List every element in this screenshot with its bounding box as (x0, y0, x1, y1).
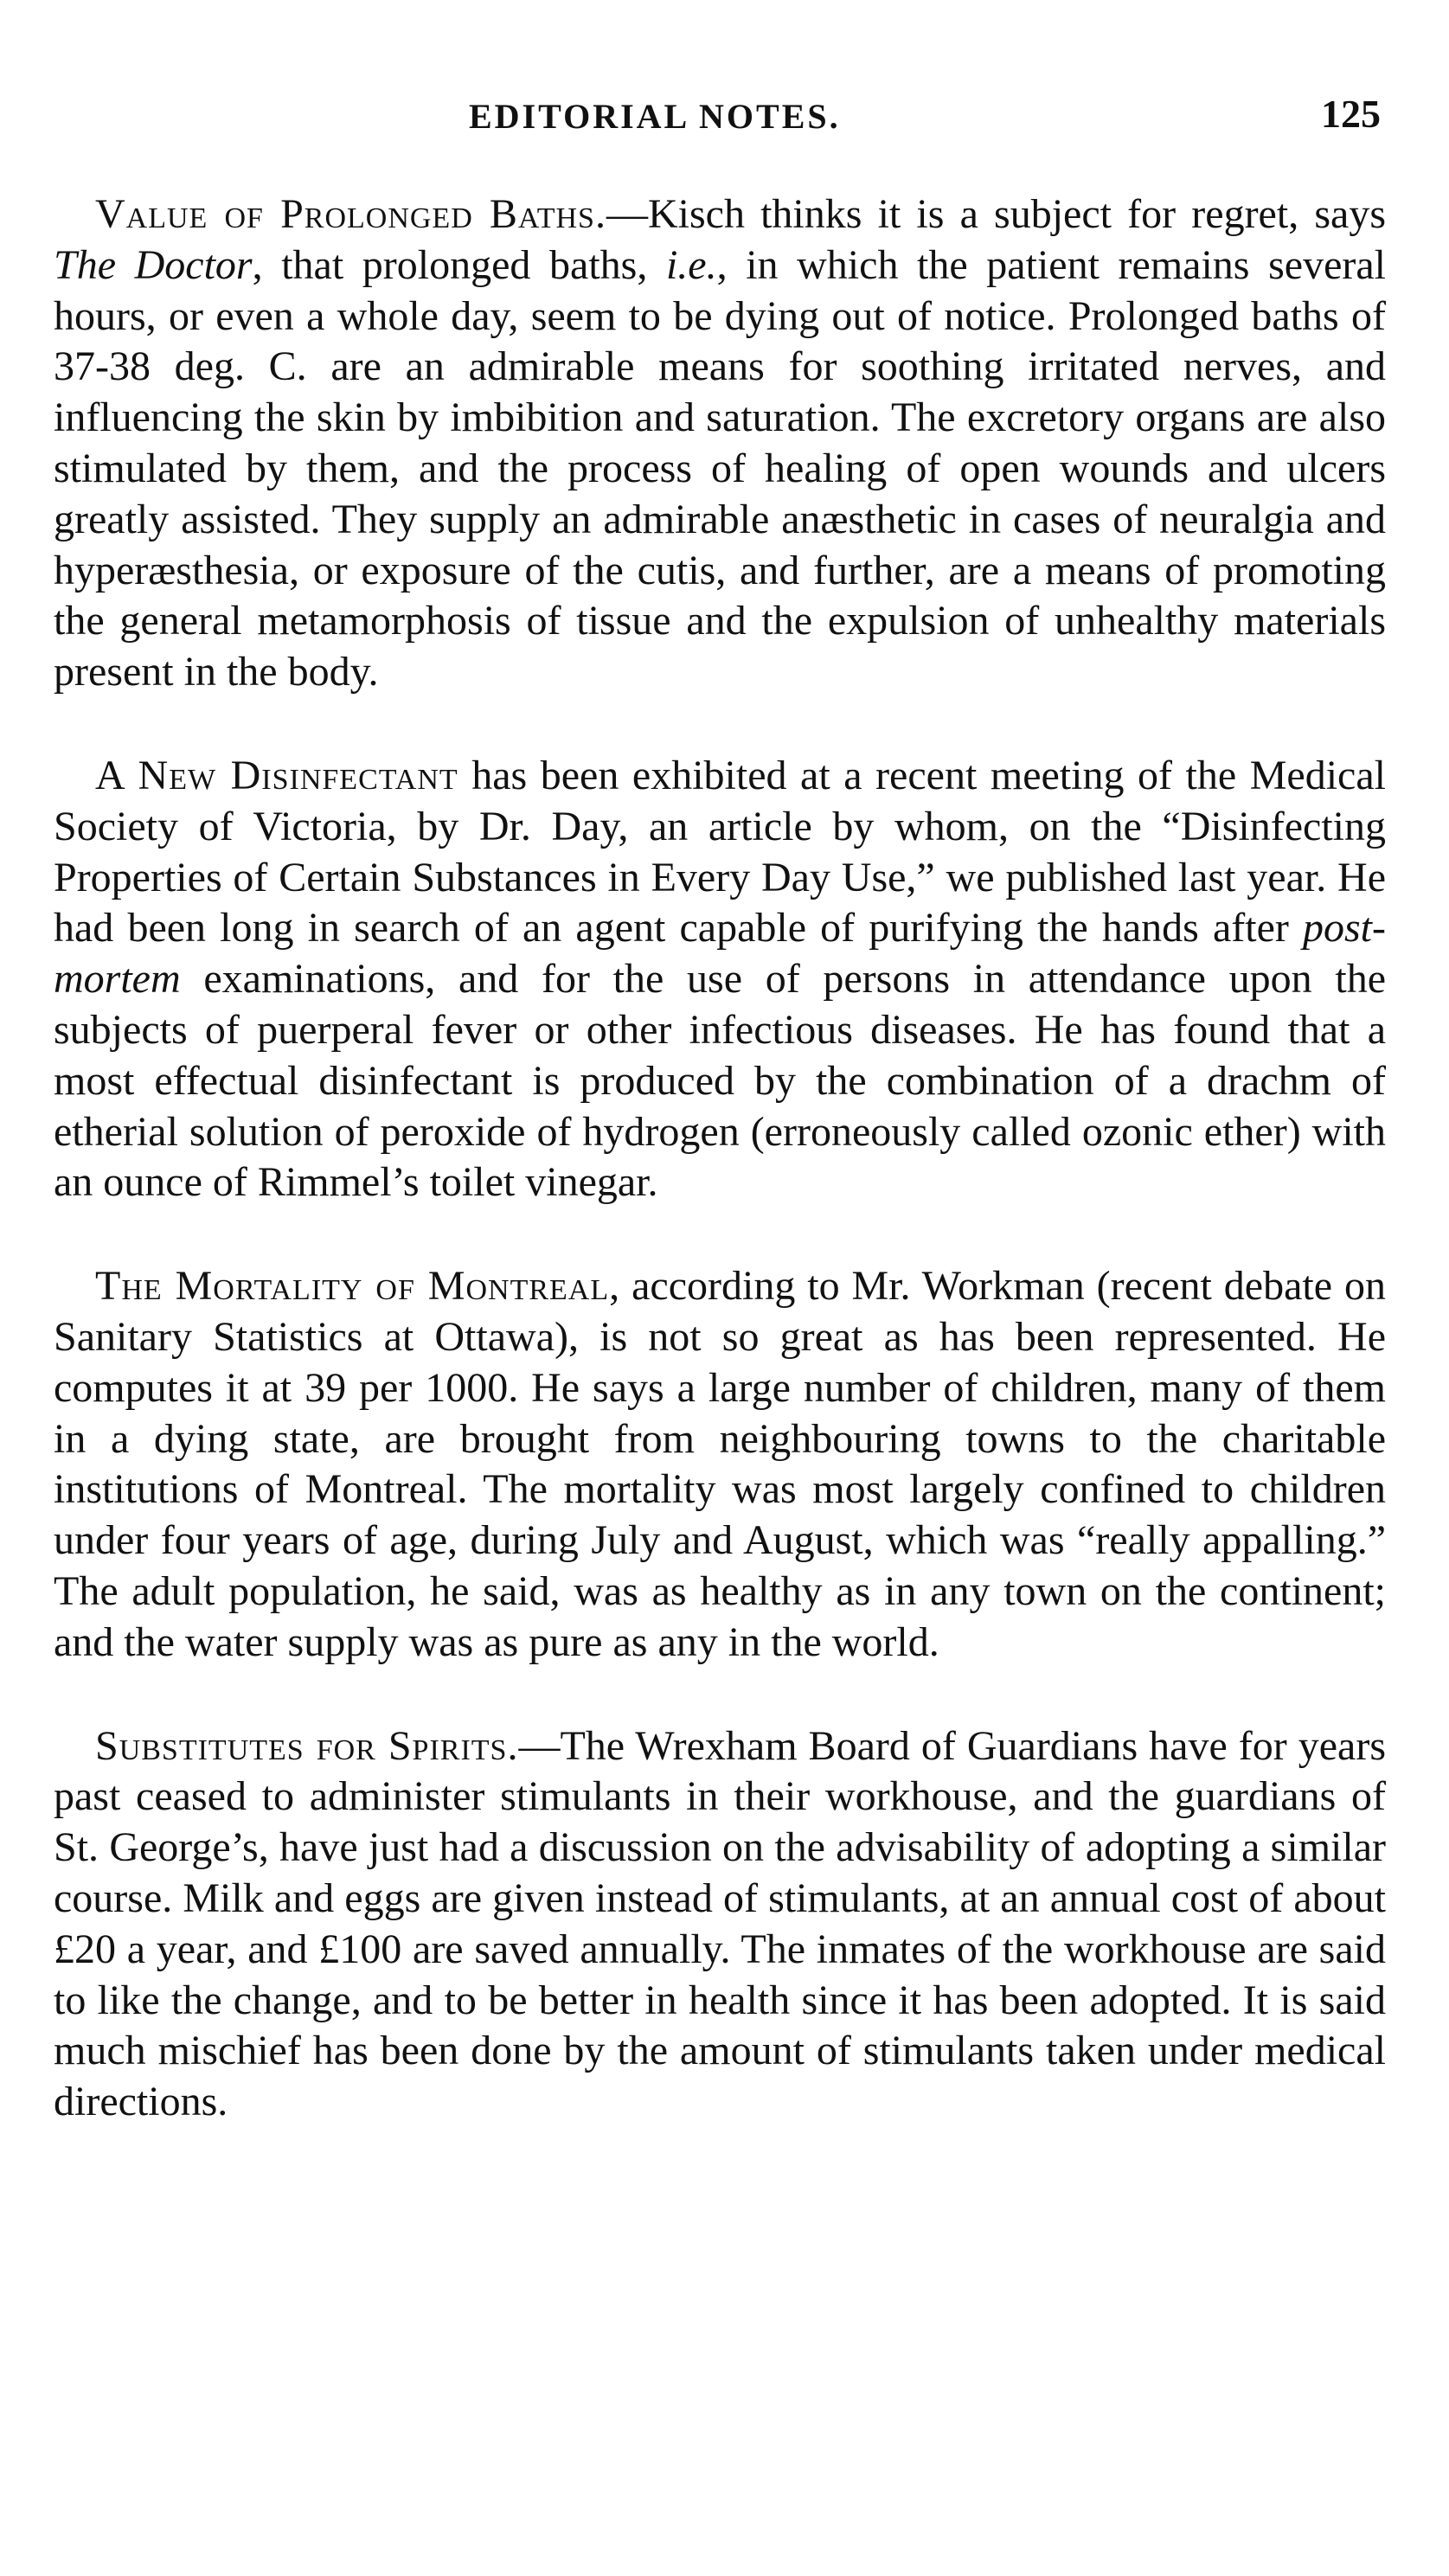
note-text: —Kisch thinks it is a subject for regret, says (606, 191, 1387, 237)
note-heading: A New Disinfectant (95, 752, 458, 798)
note-text: —The Wrexham Board of Guardians have for years past ceased to administer stimulants in their workhouse, and the guardians of St. George’s, have just had a discussion on the advisability of adopting a similar course. Milk and eggs are given instead of stimulants, at an annual cost of about £20 a year, and £100 are saved annually. The inmates of the workhouse are said to like the change, and to be better in health since it has been adopted. It is said much mischief has been done by the amount of stimulants taken under medical directions. (54, 1722, 1387, 2125)
abbreviation: i.e. (665, 241, 717, 288)
running-title: EDITORIAL NOTES. (469, 97, 841, 136)
note-text: , that prolonged baths, (252, 241, 666, 288)
note-text: , in which the patient remains several hours, or even a whole day, seem to be dying out of notice. Prolonged baths of 37-38 deg. C. are an admirable means for soothing irritated nerves, and influencing the skin by imbibition and saturation. The excretory organs are also stimulated by them, and the process of healing of open wounds and ulcers greatly assisted. They supply an admirable anæsthetic in cases of neuralgia and hyperæsthesia, or exposure of the cutis, and further, are a means of promoting the general metamorphosis of tissue and the expulsion of unhealthy materials present in the body. (54, 241, 1386, 695)
note-heading: Substitutes for Spirits. (95, 1722, 519, 1769)
note-new-disinfectant (54, 751, 1386, 1208)
note-text: , according to Mr. Workman (recent debate on Sanitary Statistics at Ottawa), is not so great as has been represented. He computes it at 39 per 1000. He says a large number of children, many of them in a dying state, are brought from neighbouring towns to the charitable institutions of Montreal. The mortality was most largely confined to children under four years of age, during July and August, which was “really appalling.” The adult population, he said, was as healthy as in any town on the continent; and the water supply was as pure as any in the world. (54, 1263, 1386, 1665)
note-prolonged-baths (54, 189, 1386, 698)
page (54, 91, 1386, 2128)
note-substitutes-spirits (54, 1721, 1386, 2128)
italic-term: post-mortem (54, 905, 1386, 1003)
note-text: has been exhibited at a recent meeting of the Medical Society of Victoria, by Dr. Day, an article by whom, on the “Disinfecting Properties of Certain Substances in Every Day Use,” we published last year. He had been long in search of an agent capable of purifying the hands after (54, 752, 1386, 952)
publication-title: The Doctor (54, 241, 253, 288)
note-heading: The Mortality of Montreal (95, 1263, 610, 1310)
page-number: 125 (1321, 92, 1381, 136)
note-text: examinations, and for the use of persons in attendance upon the subjects of puerperal fever or other infectious diseases. He has found that a most effectual disinfectant is produced by the combination of a drachm of etherial solution of peroxide of hydrogen (erroneously called ozonic ether) with an ounce of Rimmel’s toilet vinegar. (54, 956, 1386, 1206)
running-head (54, 91, 1386, 151)
note-mortality-montreal (54, 1261, 1386, 1668)
note-heading: Value of Prolonged Baths. (95, 191, 606, 237)
